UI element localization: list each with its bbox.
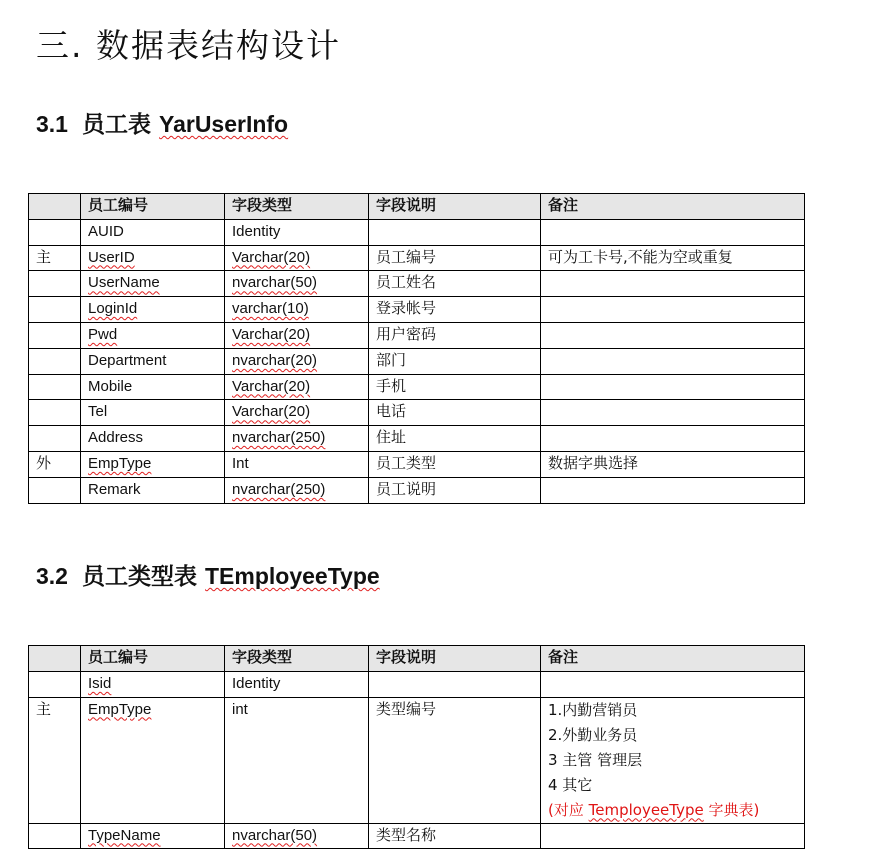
cell-note <box>541 322 805 348</box>
section-1-number: 3.1 <box>36 111 68 137</box>
field-type-text: nvarchar(20) <box>232 351 318 369</box>
header-field-name: 员工编号 <box>81 646 225 672</box>
field-type-text: nvarchar(250) <box>232 429 326 447</box>
table-row <box>29 322 805 348</box>
field-name-text: UserName <box>88 274 160 292</box>
cell-key <box>29 400 81 426</box>
table-row <box>29 823 805 849</box>
cell-field-type <box>225 477 369 503</box>
cell-note <box>541 219 805 245</box>
cell-field-name <box>81 322 225 348</box>
cell-note <box>541 823 805 849</box>
cell-field-name <box>81 671 225 697</box>
cell-field-desc: 登录帐号 <box>369 297 541 323</box>
cell-field-name: Department <box>81 348 225 374</box>
cell-field-name <box>81 245 225 271</box>
cell-field-name <box>81 451 225 477</box>
cell-key: 外 <box>29 451 81 477</box>
section-2-title-en: TEmployeeType <box>205 563 380 589</box>
note-line: 3 主管 管理层 <box>548 750 643 769</box>
cell-note <box>541 400 805 426</box>
cell-note <box>541 697 805 823</box>
cell-field-desc: 部门 <box>369 348 541 374</box>
cell-field-desc: 手机 <box>369 374 541 400</box>
note-ref-pre: (对应 <box>548 800 589 819</box>
table-body <box>29 671 805 849</box>
field-name-text: UserID <box>88 248 135 266</box>
cell-key: 主 <box>29 697 81 823</box>
section-1-title-cn: 员工表 <box>81 112 151 138</box>
page-heading: 三. 数据表结构设计 <box>36 26 341 65</box>
cell-field-name: AUID <box>81 219 225 245</box>
field-name-text: LoginId <box>88 300 138 318</box>
note-line-reference <box>548 798 804 823</box>
cell-field-name: Remark <box>81 477 225 503</box>
cell-key <box>29 271 81 297</box>
cell-field-type: int <box>225 697 369 823</box>
table-row <box>29 219 805 245</box>
section-2-heading <box>36 558 380 591</box>
cell-key <box>29 374 81 400</box>
table-header-row <box>29 646 805 672</box>
cell-field-type: Identity <box>225 671 369 697</box>
cell-field-type <box>225 322 369 348</box>
table-body <box>29 219 805 503</box>
cell-field-desc: 用户密码 <box>369 322 541 348</box>
cell-field-name: Mobile <box>81 374 225 400</box>
field-type-text: nvarchar(50) <box>232 826 318 844</box>
cell-field-desc: 住址 <box>369 426 541 452</box>
table-row <box>29 400 805 426</box>
cell-field-desc: 员工说明 <box>369 477 541 503</box>
cell-field-name: Tel <box>81 400 225 426</box>
header-note: 备注 <box>541 646 805 672</box>
table-header-row <box>29 194 805 220</box>
field-name-text: EmpType <box>88 700 152 718</box>
cell-field-desc <box>369 219 541 245</box>
cell-field-type <box>225 245 369 271</box>
table-row <box>29 271 805 297</box>
cell-field-desc: 员工姓名 <box>369 271 541 297</box>
header-field-type: 字段类型 <box>225 194 369 220</box>
header-field-type: 字段类型 <box>225 646 369 672</box>
cell-note <box>541 374 805 400</box>
cell-key <box>29 671 81 697</box>
cell-field-type <box>225 271 369 297</box>
cell-field-type <box>225 348 369 374</box>
cell-field-name <box>81 697 225 823</box>
field-type-text: Varchar(20) <box>232 248 311 266</box>
field-name-text: Pwd <box>88 325 118 343</box>
field-name-text: EmpType <box>88 454 152 472</box>
cell-field-type: Int <box>225 451 369 477</box>
cell-field-name <box>81 271 225 297</box>
header-field-name: 员工编号 <box>81 194 225 220</box>
cell-field-type <box>225 374 369 400</box>
cell-note <box>541 348 805 374</box>
section-1-heading <box>36 106 288 139</box>
field-type-text: varchar(10) <box>232 300 309 318</box>
cell-key <box>29 322 81 348</box>
cell-note <box>541 426 805 452</box>
header-note: 备注 <box>541 194 805 220</box>
cell-field-type: Identity <box>225 219 369 245</box>
cell-field-type <box>225 400 369 426</box>
section-2-title-cn: 员工类型表 <box>81 564 197 590</box>
cell-field-desc: 员工类型 <box>369 451 541 477</box>
table-row <box>29 477 805 503</box>
field-name-text: Isid <box>88 674 112 692</box>
field-type-text: nvarchar(50) <box>232 274 318 292</box>
table-row <box>29 697 805 823</box>
table-row <box>29 374 805 400</box>
cell-key: 主 <box>29 245 81 271</box>
table-row <box>29 297 805 323</box>
header-key <box>29 646 81 672</box>
cell-field-desc <box>369 671 541 697</box>
section-2-number: 3.2 <box>36 563 68 589</box>
field-name-text: TypeName <box>88 826 161 844</box>
field-type-text: Varchar(20) <box>232 325 311 343</box>
field-type-text: Varchar(20) <box>232 377 311 395</box>
note-line: 4 其它 <box>548 775 593 794</box>
cell-note: 可为工卡号,不能为空或重复 <box>541 245 805 271</box>
cell-note <box>541 271 805 297</box>
field-type-text: Varchar(20) <box>232 403 311 421</box>
field-type-text: nvarchar(250) <box>232 480 326 498</box>
temployeetype-table <box>28 645 805 849</box>
cell-key <box>29 297 81 323</box>
header-key <box>29 194 81 220</box>
cell-note <box>541 297 805 323</box>
cell-field-name: Address <box>81 426 225 452</box>
cell-note <box>541 671 805 697</box>
cell-field-name <box>81 823 225 849</box>
table-row <box>29 426 805 452</box>
cell-field-type <box>225 426 369 452</box>
cell-note: 数据字典选择 <box>541 451 805 477</box>
note-ref-post: 字典表) <box>703 800 760 819</box>
cell-key <box>29 477 81 503</box>
table-row <box>29 348 805 374</box>
table-row <box>29 671 805 697</box>
note-line: 1.内勤营销员 <box>548 700 638 719</box>
cell-key <box>29 348 81 374</box>
cell-key <box>29 426 81 452</box>
table-row <box>29 245 805 271</box>
yaruserinfo-table <box>28 193 805 504</box>
cell-field-desc: 类型编号 <box>369 697 541 823</box>
cell-field-type <box>225 297 369 323</box>
header-field-desc: 字段说明 <box>369 646 541 672</box>
cell-field-type <box>225 823 369 849</box>
table-row <box>29 451 805 477</box>
cell-field-name <box>81 297 225 323</box>
note-ref-table: TemployeeType <box>588 800 704 819</box>
cell-field-desc: 类型名称 <box>369 823 541 849</box>
note-line: 2.外勤业务员 <box>548 725 638 744</box>
header-field-desc: 字段说明 <box>369 194 541 220</box>
cell-key <box>29 823 81 849</box>
cell-note <box>541 477 805 503</box>
cell-field-desc: 员工编号 <box>369 245 541 271</box>
section-1-title-en: YarUserInfo <box>159 111 289 137</box>
cell-field-desc: 电话 <box>369 400 541 426</box>
cell-key <box>29 219 81 245</box>
